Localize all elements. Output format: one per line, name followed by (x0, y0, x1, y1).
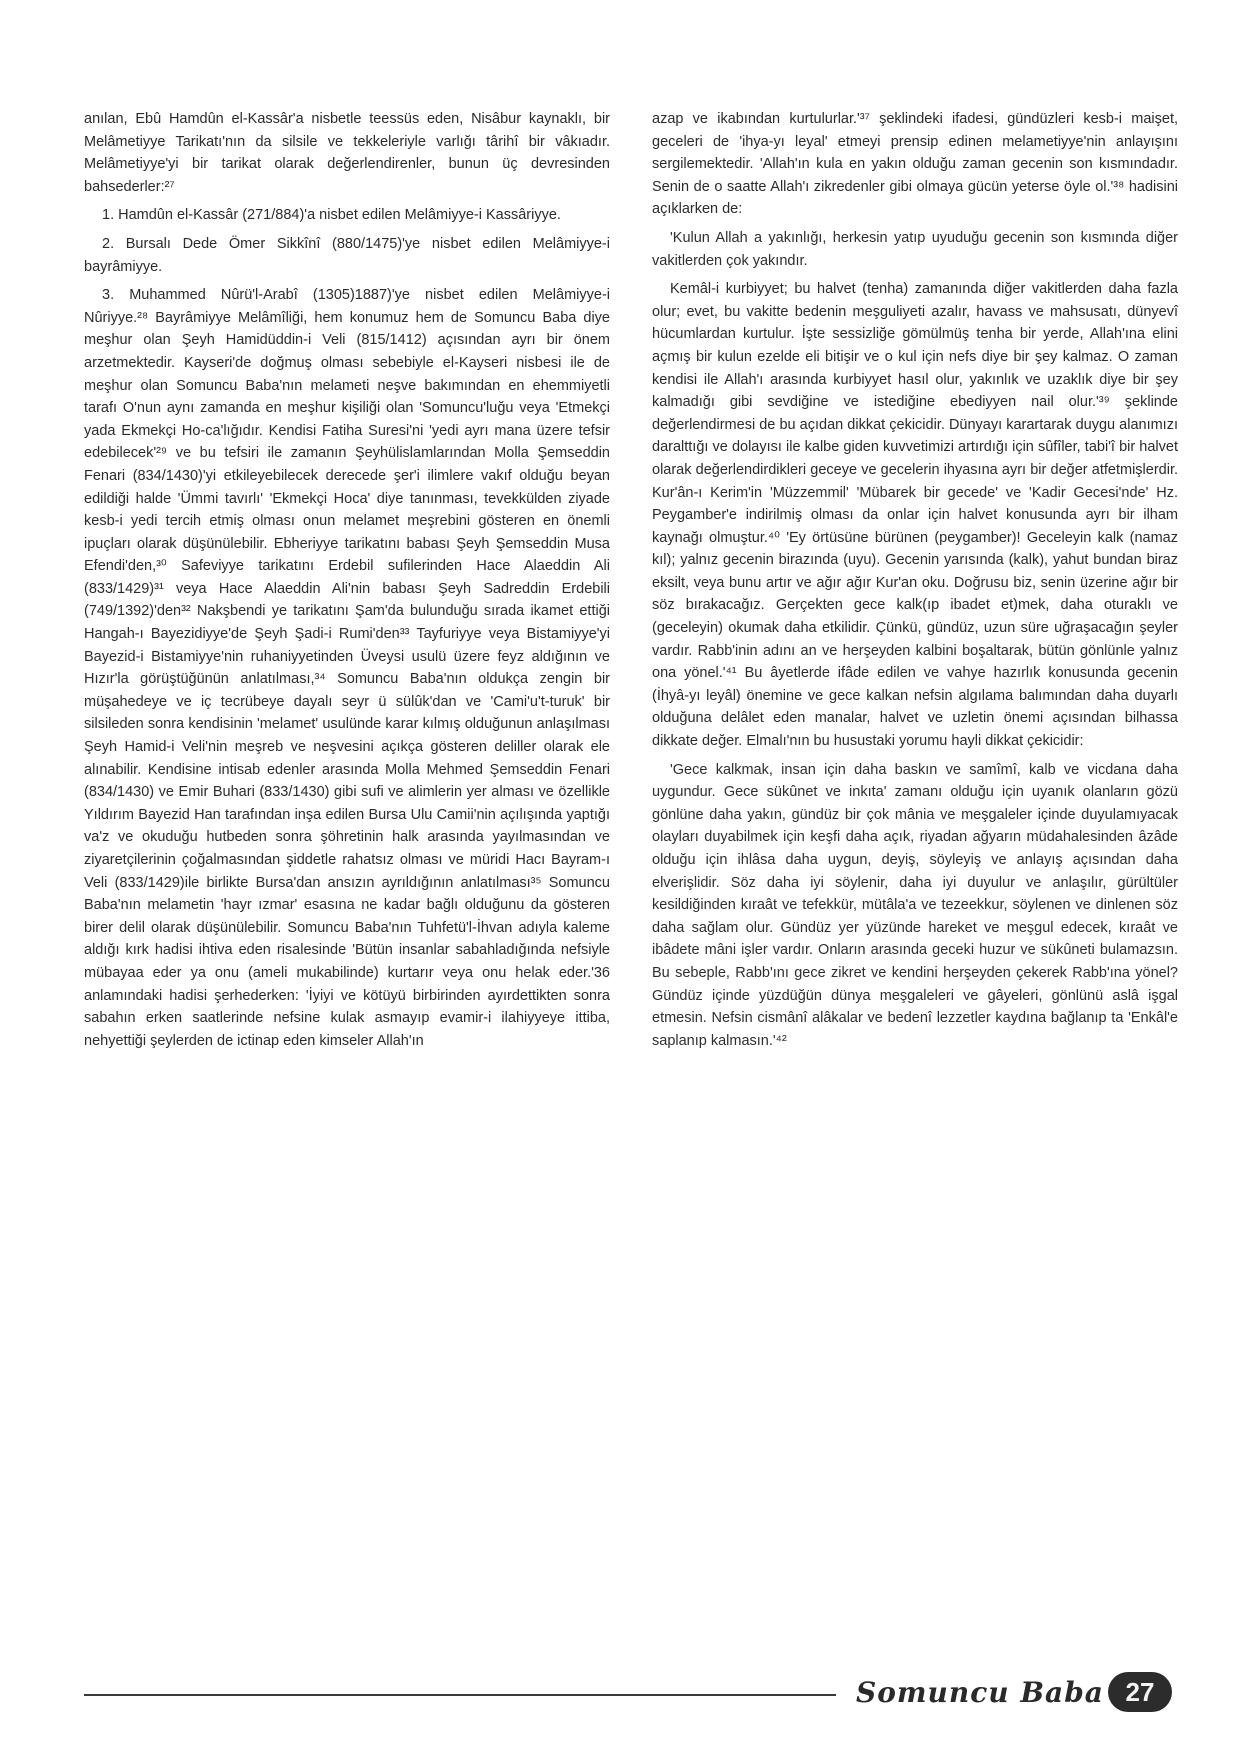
paragraph: 1. Hamdûn el-Kassâr (271/884)'a nisbet edilen Melâmiyye-i Kassâriyye. (102, 207, 561, 224)
quote-paragraph: 'Kulun Allah a yakınlığı, herkesin yatıp uyuduğu gecenin son kısmında diğer vakitlerden çok yakındır. (652, 229, 1178, 269)
journal-title: Somuncu Baba (856, 1676, 1104, 1709)
quote-paragraph: 'Gece kalkmak, insan için daha baskın ve samîmî, kalb ve vicdana daha uygundur. Gece sükûnet ve inkıta' zamanı olduğu için uyanık olanların gözü gönlüne daha yakın, gündüz bir çok mânia ve meşgaleler içinde duyulamıyacak olayları duyabilmek için keşfi daha açık, riyadan ağyarın müdahalesinden âzâde olduğu için ihlâsa daha uygun, deyiş, söyleyiş ve anlayış açısından daha elverişlidir. Söz daha iyi söylenir, daha iyi duyulur ve anlaşılır, gürültüler kesildiğinden kıraât ve tefekkür, mütâla'a ve tezeekkur, söylenen ve dinlenen söz daha sağlam olur. Gündüz yer yüzünde hareket ve meşgul edecek, kıraât ve ibâdete mâni işler vardır. Onların arasında geceki huzur ve sükûneti bulamazsın. Bu sebeple, Rabb'ını gece zikret ve kendini herşeyden çekerek Rabb'ına yönel? Gündüz içinde yüzdüğün dünya meşgaleleri ve gâyeleri, gönlünü aslâ işgal etmesin. Nefsin cismânî alâkalar ve bedenî lezzetler kaydına bağlanıp ta 'Enkâl'e saplanıp kalmasın.'⁴² (652, 761, 1178, 1049)
paragraph: 2. Bursalı Dede Ömer Sikkînî (880/1475)'ye nisbet edilen Melâmiyye-i bayrâmiyye. (84, 235, 610, 275)
footer-rule (84, 1694, 836, 1696)
paragraph: azap ve ikabından kurtulurlar.'³⁷ şeklindeki ifadesi, gündüzleri kesb-i maişet, geceleri de 'ihya-yı leyal' etmeyi prensip edinen melametiyye'nin anlayışını sergilemektedir. 'Allah'ın kula en yakın olduğu zaman gecenin son kısmındadır. Senin de o saatte Allah'ı zikredenler gibi olmaya gücün yeterse öyle ol.'³⁸ hadisini açıklarken de: (652, 111, 1178, 218)
page-footer (84, 1672, 1176, 1712)
paragraph: anılan, Ebû Hamdûn el-Kassâr'a nisbetle teessüs eden, Nisâbur kaynaklı, bir Melâmetiyye Tarikatı'nın da silsile ve tekkeleriyle varlığı târihî bir vâkıadır. Melâmetiyye'yi bir tarikat olarak değerlendirenler, bunun üç devresinden bahsederler:²⁷ (84, 111, 610, 195)
left-text-column (84, 108, 610, 1058)
right-text-column (652, 108, 1178, 1058)
paragraph: Kemâl-i kurbiyyet; bu halvet (tenha) zamanında diğer vakitlerden daha fazla olur; evet, bu vakitte bedenin meşguliyeti azalır, havass ve mahsusatı, dünyevî hücumlardan kurtulur. İşte sessizliğe gömülmüş tenha bir yerde, Allah'ına elini açmış bir kulun ezelde eli bitişir ve o kul için nefs diye bir şey kalmaz. O zaman kendisi ile Allah'ı arasında kurbiyyet hasıl olur, yakınlık ve uzaklık diye bir şey kalmadığı gibi sevdiğine ve istediğine ebediyyen nail olur.'³⁹ şeklinde değerlendirmesi de bu açıdan dikkat çekicidir. Dünyayı karartarak duygu alanımızı daralttığı ve dolayısı ile kalbe giden kuvvetimizi artırdığı için sûfîler, tabi'î bir halvet olarak değerlendirdikleri geceye ve gecelerin ihyasına ayrı bir değer atfetmişlerdir. Kur'ân-ı Kerim'in 'Müzzemmil' 'Mübarek bir gecede' ve 'Kadir Gecesi'nde' Hz. Peygamber'e indirilmiş olması da onlar için halvet konusunda ayrı bir ilham kaynağı olmuştur.⁴⁰ 'Ey örtüsüne bürünen (peygamber)! Geceleyin kalk (namaz kıl); yalnız gecenin birazında (uyu). Gecenin yarısında (kalk), yahut bundan biraz eksilt, veya bunu artır ve ağır ağır Kur'an oku. Doğrusu biz, senin üzerine ağır bir söz bırakacağız. Gerçekten gece kalk(ıp ibadet et)mek, daha oturaklı ve (geceleyin) okumak daha etkilidir. Çünkü, gündüz, uzun süre uğraşacağın şeyler vardır. Rabb'inin adını an ve herşeyden kalbini boşaltarak, bütün gönlünle yalnız ona yönel.'⁴¹ Bu âyetlerde ifâde edilen ve vahye hazırlık konusunda gecenin (İhyâ-yı leyâl) önemine ve gece kalkan nefsin algılama balımından daha duyarlı olduğuna delâlet eden manalar, halvet ve uzletin önemi açısından bilhassa dikkate değer. Elmalı'nın bu husustaki yorumu hayli dikkat çekicidir: (652, 281, 1178, 750)
paragraph: 3. Muhammed Nûrü'l-Arabî (1305)1887)'ye nisbet edilen Melâmiyye-i Nûriyye.²⁸ Bayrâmiyye Melâmîliği, hem konumuz hem de Somuncu Baba diye meşhur olan Şeyh Hamidüddin-i Veli (815/1412) açısından ayrı bir önem arzetmektedir. Kayseri'de doğmuş olması sebebiyle el-Kayseri nisbesi ile de meşhur olan Somuncu Baba'nın melameti neşve bakımından en ehemmiyetli tarafı O'nun aynı zamanda en meşhur kişiliği olan 'Somuncu'luğu veya 'Etmekçi yada Ekmekçi Ho-ca'lığıdır. Kendisi Fatiha Suresi'ni 'yedi ayrı mana üzere tefsir edebilecek'²⁹ ve bu tefsiri ile zamanın Şeyhülislamlarından Molla Şemseddin Fenari (834/1430)'yi etkileyebilecek derecede şer'i ilimlere vakıf olduğu beyan edildiği halde 'Ümmi tavırlı' 'Ekmekçi Hoca' diye tanınması, tevekkülden ziyade kesb-i yedi tercih etmiş olması onun melamet meşrebini gösteren en önemli ipuçları olarak düşünülebilir. Ebheriyye tarikatını babası Şeyh Şemseddin Musa Efendi'den,³⁰ Safeviyye tarikatını Erdebil sufilerinden Hace Alaeddin Ali (833/1429)³¹ veya Hace Alaeddin Ali'nin babası Şeyh Sadreddin Erdebili (749/1392)'den³² Nakşbendi ye tarikatını Şam'da bulunduğu sırada ikamet ettiği Hangah-ı Bayezidiyye'de Şeyh Şadi-i Rumi'den³³ Tayfuriyye veya Bistamiyye'yi Bayezid-i Bistamiyye'nin ruhaniyyetinden Üveysi usulü üzere feyz aldığının ve Hızır'la görüştüğünün anlatılması,³⁴ Somuncu Baba'nın oldukça zengin bir müşahedeye ve iç tecrübeye dayalı seyr ü sülûk'dan ve 'Cami'u't-turuk' bir silsileden sonra kendisinin 'melamet' usulünde karar kılmış olduğunun anlaşılması Şeyh Hamid-i Veli'nin meşreb ve neşvesini açıkça gösteren deliller olarak ele alınabilir. Kendisine intisab edenler arasında Molla Mehmed Şemseddin Fenari (834/1430) ve Emir Buhari (833/1430) gibi sufi ve alimlerin yer alması ve özellikle Yıldırım Bayezid Han tarafından inşa edilen Bursa Ulu Camii'nin açılışında yaptığı va'z ve okuduğu hutbeden sonra şöhretinin halk arasında yayılmasından ve ziyaretçilerinin çoğalmasından şiddetle rahatsız olması ve müridi Hacı Bayram-ı Veli (833/1429)ile birlikte Bursa'dan ansızın ayrıldığının anlatılması³⁵ Somuncu Baba'nın melametin 'hayr ızmar' esasına ne kadar bağlı olduğunu da gösteren birer delil olarak düşünülebilir. Somuncu Baba'nın Tuhfetü'l-İhvan adıyla kaleme aldığı kırk hadisi ihtiva eden risalesinde 'Bütün insanlar sabahladığında nefsiyle mübayaa eder ya onu (ameli mukabilinde) kurtarır veya onu helak eder.'36 anlamındaki hadisi şerhederken: 'İyiyi ve kötüyü birbirinden ayırdettikten sonra sabahın erken saatlerinde nefsine kulak asmayıp evamir-i ilahiyyeye ittiba, nehyettiği şeylerden de ictinap eden kimseler Allah'ın (84, 287, 610, 1049)
page-number-badge: 27 (1108, 1672, 1172, 1712)
